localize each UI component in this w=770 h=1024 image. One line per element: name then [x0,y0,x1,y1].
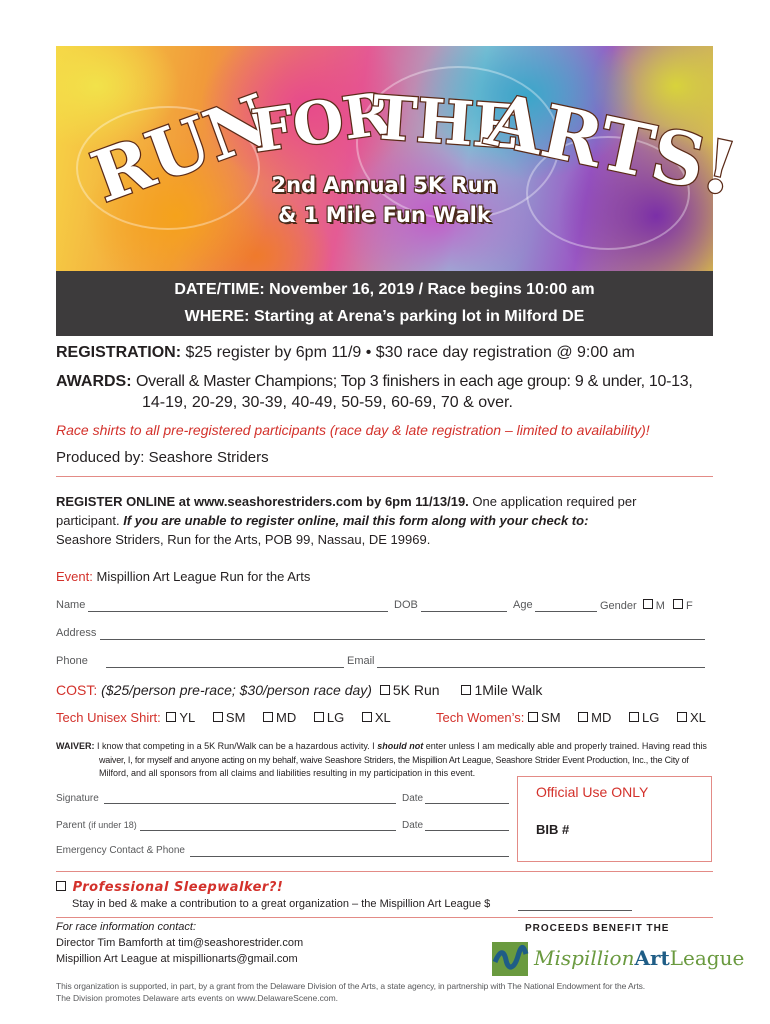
waiver-text-part1: I know that competing in a 5K Run/Walk can be a hazardous activity. I [97,741,375,751]
unisex-yl-label: YL [179,710,196,725]
awards-line [56,373,693,391]
waiver-line2: waiver, I, for myself and anyone acting on my behalf, waive Seashore Striders, the Mispillion Art League, Seashore Strider Event Production, Inc., the City of [99,755,689,765]
logo-mispillion: Mispillion [534,946,635,970]
parent-date-label: Date [402,820,424,831]
produced-value: Seashore Striders [148,449,269,466]
register-online-instructions: If you are unable to register online, mail this form along with your check to: [123,513,589,528]
shirts-note: Race shirts to all pre-registered participants (race day & late registration – limited to availability)! [56,422,650,438]
email-input[interactable] [377,667,705,668]
parent-signature-input[interactable] [140,830,396,831]
waiver-label: WAIVER: [56,741,95,751]
women-md-label: MD [591,710,612,725]
sleepwalker-text: Stay in bed & make a contribution to a great organization – the Mispillion Art League $ [72,898,491,910]
title-word-for: FOR [247,78,396,166]
cost-5k-checkbox[interactable] [380,685,390,695]
unisex-md-checkbox[interactable] [263,712,273,722]
unisex-lg-checkbox[interactable] [314,712,324,722]
register-online-bold: REGISTER ONLINE at www.seashorestriders.com by 6pm 11/13/19. [56,494,469,509]
event-label: Event: [56,569,93,584]
unisex-sm-checkbox[interactable] [213,712,223,722]
mispillion-art-league-logo [492,941,745,977]
emergency-contact-input[interactable] [190,856,509,857]
unisex-shirt-label: Tech Unisex Shirt: [56,710,161,725]
sleepwalker-title: Professional Sleepwalker?! [72,880,284,895]
gender-female-checkbox[interactable] [673,599,683,609]
contact-heading: For race information contact: [56,921,197,933]
logo-mark-icon [492,942,528,976]
dob-label: DOB [394,599,418,611]
divider [56,871,713,872]
awards-label: AWARDS: [56,373,132,390]
cost-5k-label: 5K Run [392,682,440,698]
unisex-shirt-options [56,710,391,725]
waiver-emphasis: should not [377,741,424,751]
women-sm-label: SM [541,710,561,725]
title-word-arts: ARTS! [479,76,744,212]
parent-note: (if under 18) [88,820,137,830]
cost-detail: ($25/person pre-race; $30/person race day) [101,682,372,698]
unisex-yl-checkbox[interactable] [166,712,176,722]
logo-wordmark [534,944,744,972]
awards-text-line1: Overall & Master Champions; Top 3 finishers in each age group: 9 & under, 10-13, [136,373,693,390]
logo-league: League [669,946,745,970]
title-word-run: RUN [81,77,282,219]
produced-by [56,449,269,466]
contribution-amount-input[interactable] [518,910,632,911]
parent-label: Parent [56,820,86,831]
signature-date-label: Date [402,793,424,804]
age-label: Age [513,599,533,611]
contact-director: Director Tim Bamforth at tim@seashorestrider.com [56,937,304,949]
gender-female-label: F [686,600,693,612]
waiver-line1 [56,741,707,751]
emergency-contact-label: Emergency Contact & Phone [56,845,185,856]
name-input[interactable] [88,611,388,612]
sleepwalker-checkbox[interactable] [56,881,66,891]
gender-male-checkbox[interactable] [643,599,653,609]
banner-subtitle-line1: 2nd Annual 5K Run [271,173,498,197]
unisex-sm-label: SM [225,710,246,725]
gender-field [600,599,693,612]
address-label: Address [56,627,97,639]
logo-art: Art [634,946,670,970]
gender-label: Gender [600,600,637,612]
women-shirt-label: Tech Women’s: [436,710,525,725]
contact-art-league: Mispillion Art League at mispillionarts@gmail.com [56,953,298,965]
unisex-xl-checkbox[interactable] [362,712,372,722]
cost-line [56,682,542,698]
unisex-xl-label: XL [374,710,391,725]
name-label: Name [56,599,86,611]
signature-label: Signature [56,793,99,804]
age-input[interactable] [535,611,597,612]
gender-male-label: M [655,600,665,612]
register-online-line1 [56,494,636,509]
phone-label: Phone [56,655,88,667]
mailing-address: Seashore Striders, Run for the Arts, POB 99, Nassau, DE 19969. [56,532,431,547]
proceeds-label: PROCEEDS BENEFIT THE [525,923,670,934]
event-name-line [56,569,310,584]
signature-input[interactable] [104,803,396,804]
divider [56,476,713,477]
registration-text: $25 register by 6pm 11/9 • $30 race day registration @ 9:00 am [185,344,635,361]
unisex-md-label: MD [276,710,297,725]
footer-division-note: The Division promotes Delaware arts events on www.DelawareScene.com. [56,993,339,1003]
waiver-line3: Milford, and all sponsors from all claims and liabilities resulting in my participation in this event. [99,768,476,778]
signature-date-input[interactable] [425,803,509,804]
waiver-text-part2: enter unless I am medically able and properly trained. Having read this [425,741,707,751]
register-online-line2 [56,513,588,528]
register-online-rest: One application required per [472,494,637,509]
cost-walk-checkbox[interactable] [461,685,471,695]
cost-walk-label: 1Mile Walk [474,682,543,698]
women-md-checkbox[interactable] [578,712,588,722]
event-value: Mispillion Art League Run for the Arts [96,569,311,584]
banner-subtitle-line2: & 1 Mile Fun Walk [278,203,491,227]
sleepwalker-option [56,879,283,895]
title-word-the: THE [369,83,522,164]
women-lg-label: LG [642,710,660,725]
footer-grant-note: This organization is supported, in part, by a grant from the Delaware Division of the Arts, a state agency, in partnership with The National Endowment for the Arts. [56,981,645,991]
official-use-box [517,776,712,862]
divider [56,917,713,918]
women-sm-checkbox[interactable] [528,712,538,722]
register-online-plain: participant. [56,513,120,528]
parent-date-input[interactable] [425,830,509,831]
event-info-bar [56,271,713,336]
women-shirt-options [436,710,706,725]
women-xl-checkbox[interactable] [677,712,687,722]
produced-label: Produced by: [56,449,145,466]
women-xl-label: XL [689,710,706,725]
banner-title [56,46,744,271]
unisex-lg-label: LG [326,710,345,725]
dob-input[interactable] [421,611,507,612]
awards-text-line2: 14-19, 20-29, 30-39, 40-49, 50-59, 60-69, 70 & over. [142,394,513,411]
event-location: WHERE: Starting at Arena’s parking lot in Milford DE [184,308,585,325]
women-lg-checkbox[interactable] [629,712,639,722]
bib-label: BIB # [536,822,570,837]
parent-label-group [56,820,137,831]
cost-label: COST: [56,682,98,698]
email-label: Email [347,655,375,667]
registration-label: REGISTRATION: [56,344,182,361]
official-use-title: Official Use ONLY [536,784,649,800]
header-banner [56,46,744,271]
registration-line [56,344,635,362]
address-input[interactable] [100,639,705,640]
event-datetime: DATE/TIME: November 16, 2019 / Race begins 10:00 am [174,281,595,298]
phone-input[interactable] [106,667,344,668]
